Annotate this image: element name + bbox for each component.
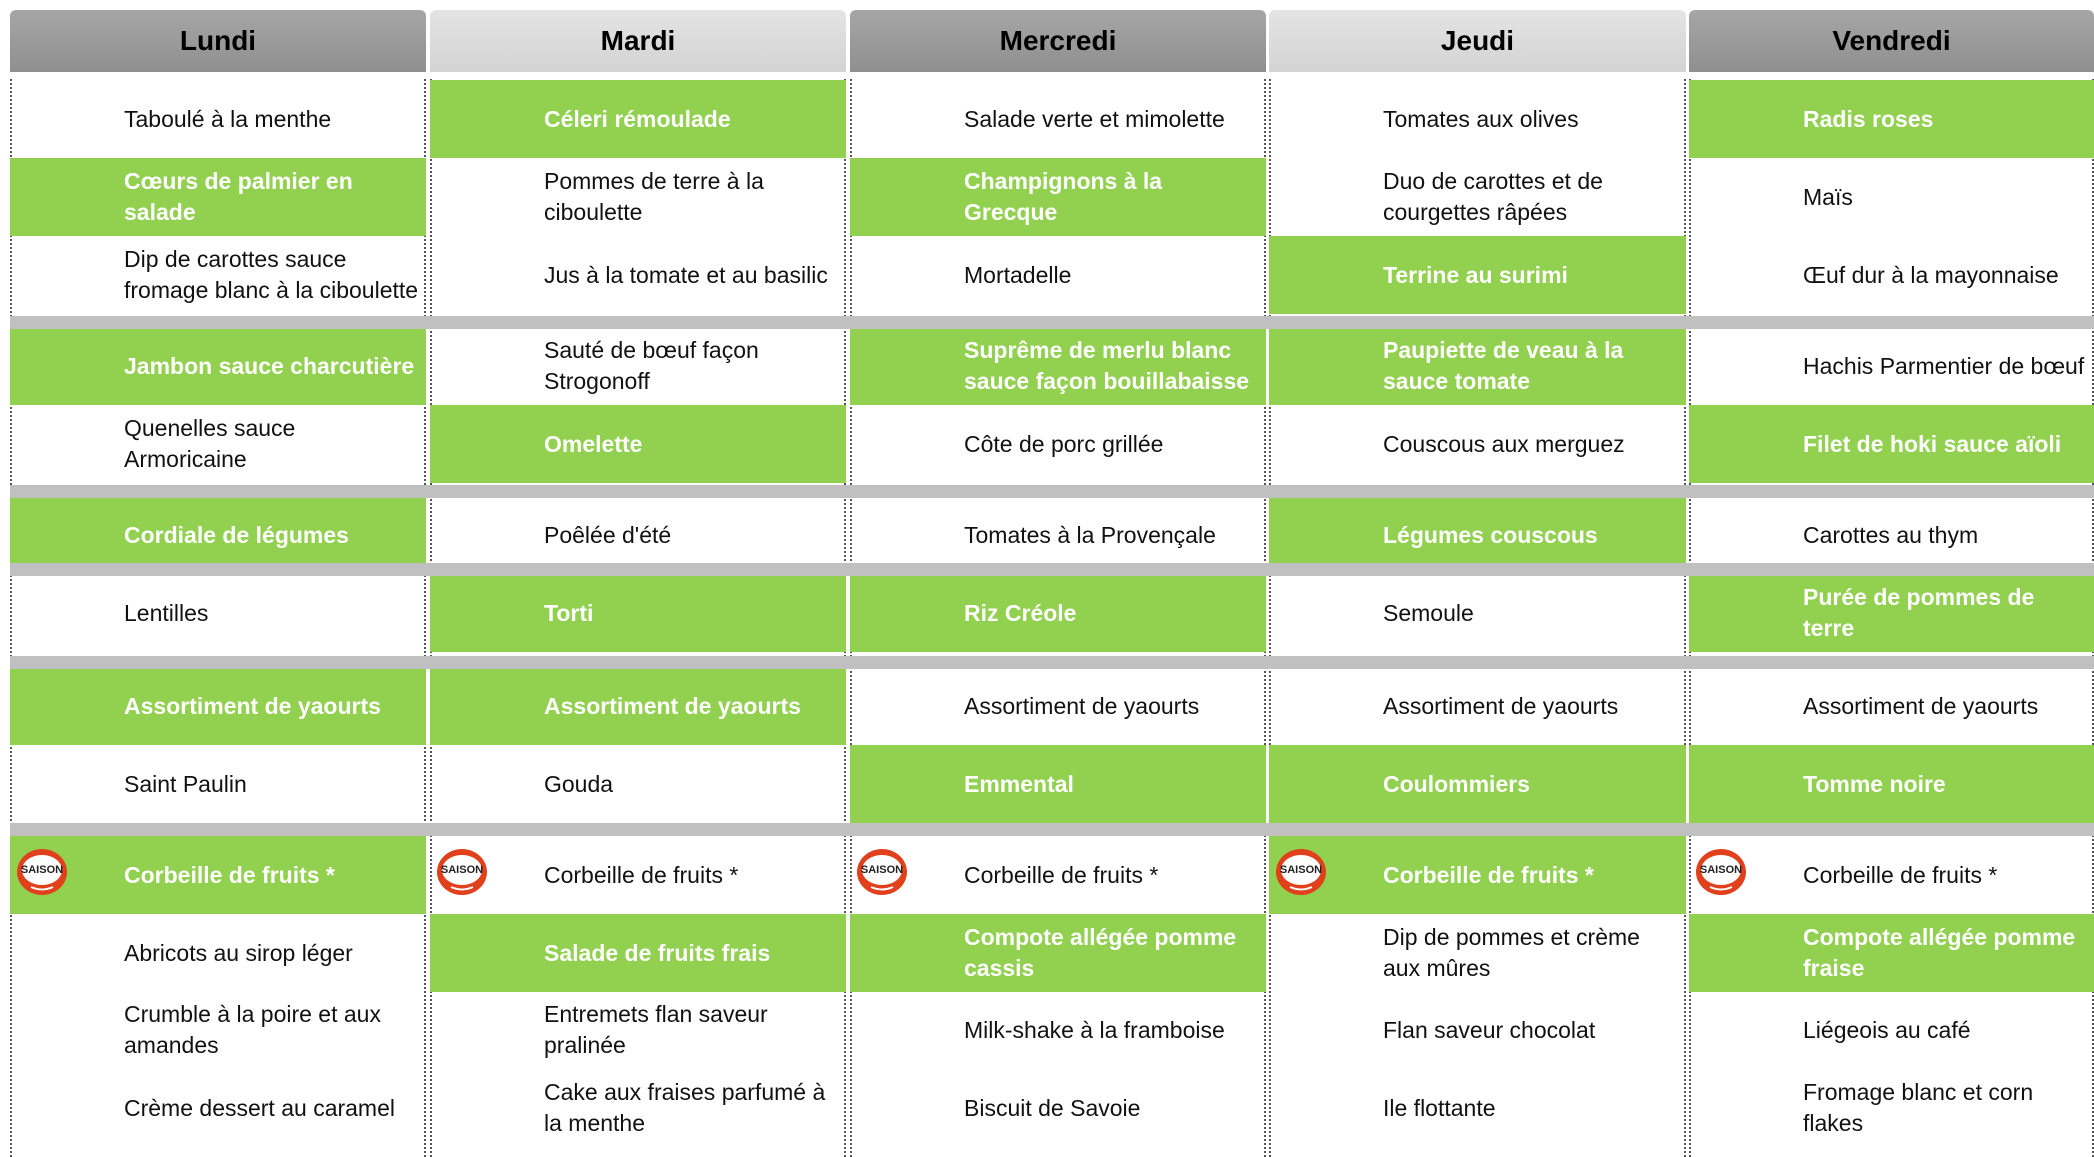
menu-item-label: Emmental bbox=[964, 770, 1074, 797]
menu-item-label: Jambon sauce charcutière bbox=[124, 352, 415, 379]
menu-item-label: Torti bbox=[544, 599, 594, 626]
menu-item-label: Terrine au surimi bbox=[1383, 261, 1568, 288]
menu-item-label: Coulommiers bbox=[1383, 770, 1530, 797]
menu-item bbox=[1269, 1069, 1686, 1147]
menu-item-label: Corbeille de fruits * bbox=[1803, 861, 1998, 888]
menu-item bbox=[850, 836, 1266, 914]
menu-item bbox=[430, 667, 846, 745]
menu-item bbox=[10, 405, 426, 483]
menu-item-label: Tomates aux olives bbox=[1383, 105, 1579, 132]
menu-item bbox=[430, 236, 846, 314]
menu-item-label: Céleri rémoulade bbox=[544, 105, 731, 132]
menu-item bbox=[1269, 405, 1686, 483]
menu-item-label: Corbeille de fruits * bbox=[124, 861, 335, 888]
menu-item-label: Entremets flan saveur pralinée bbox=[544, 1001, 768, 1058]
menu-item-label: Mortadelle bbox=[964, 261, 1072, 288]
menu-item bbox=[430, 80, 846, 158]
menu-item-label: Maïs bbox=[1803, 183, 1853, 210]
menu-item bbox=[1269, 836, 1686, 914]
section-separator bbox=[10, 485, 2094, 498]
day-header-4: Vendredi bbox=[1689, 10, 2094, 72]
menu-item bbox=[850, 574, 1266, 652]
menu-item-label: Duo de carottes et de courgettes râpées bbox=[1383, 168, 1603, 225]
day-header-0: Lundi bbox=[10, 10, 426, 72]
menu-item-label: Fromage blanc et corn flakes bbox=[1803, 1079, 2034, 1136]
menu-item-label: Salade verte et mimolette bbox=[964, 105, 1225, 132]
menu-item bbox=[1689, 327, 2094, 405]
menu-item-label: Ile flottante bbox=[1383, 1094, 1496, 1121]
menu-item-label: Cake aux fraises parfumé à la menthe bbox=[544, 1079, 826, 1136]
menu-item-label: Paupiette de veau à la sauce tomate bbox=[1383, 337, 1624, 394]
menu-item-label: Taboulé à la menthe bbox=[124, 105, 332, 132]
menu-item-label: Dip de pommes et crème aux mûres bbox=[1383, 924, 1640, 981]
saison-badge-label: SAISON bbox=[860, 864, 904, 876]
menu-item-label: Saint Paulin bbox=[124, 770, 247, 797]
menu-item bbox=[1689, 236, 2094, 314]
menu-item bbox=[1689, 80, 2094, 158]
menu-item-label: Compote allégée pomme fraise bbox=[1803, 924, 2076, 981]
menu-item bbox=[430, 836, 846, 914]
menu-item bbox=[850, 991, 1266, 1069]
day-header-2: Mercredi bbox=[850, 10, 1266, 72]
menu-item bbox=[1269, 991, 1686, 1069]
menu-item bbox=[430, 914, 846, 992]
menu-item bbox=[1689, 991, 2094, 1069]
menu-item bbox=[430, 1069, 846, 1147]
menu-item bbox=[1689, 158, 2094, 236]
menu-item bbox=[1269, 667, 1686, 745]
menu-item-label: Milk-shake à la framboise bbox=[964, 1016, 1225, 1043]
menu-item-label: Compote allégée pomme cassis bbox=[964, 924, 1237, 981]
menu-item bbox=[10, 158, 426, 236]
menu-item bbox=[1689, 574, 2094, 652]
menu-item bbox=[10, 236, 426, 314]
menu-item bbox=[10, 667, 426, 745]
menu-item-label: Cœurs de palmier en salade bbox=[124, 168, 353, 225]
saison-badge-icon bbox=[14, 846, 70, 898]
menu-item-label: Légumes couscous bbox=[1383, 521, 1598, 548]
menu-item bbox=[1269, 158, 1686, 236]
menu-item bbox=[10, 914, 426, 992]
menu-item bbox=[430, 158, 846, 236]
menu-item-label: Purée de pommes de terre bbox=[1803, 584, 2035, 641]
menu-item-label: Corbeille de fruits * bbox=[964, 861, 1159, 888]
menu-item bbox=[10, 991, 426, 1069]
menu-item bbox=[1269, 236, 1686, 314]
saison-badge-icon bbox=[434, 846, 490, 898]
menu-item bbox=[10, 1069, 426, 1147]
menu-item-label: Assortiment de yaourts bbox=[964, 692, 1200, 719]
section-separator bbox=[10, 316, 2094, 329]
menu-item-label: Quenelles sauce Armoricaine bbox=[124, 415, 296, 472]
menu-item-label: Carottes au thym bbox=[1803, 521, 1979, 548]
menu-item-label: Omelette bbox=[544, 430, 643, 457]
menu-item-label: Tomates à la Provençale bbox=[964, 521, 1216, 548]
menu-item-label: Radis roses bbox=[1803, 105, 1934, 132]
menu-item-label: Champignons à la Grecque bbox=[964, 168, 1163, 225]
menu-item-label: Lentilles bbox=[124, 599, 209, 626]
menu-item bbox=[850, 236, 1266, 314]
menu-item-label: Œuf dur à la mayonnaise bbox=[1803, 261, 2059, 288]
menu-item-label: Gouda bbox=[544, 770, 614, 797]
menu-item bbox=[430, 405, 846, 483]
menu-item-label: Salade de fruits frais bbox=[544, 939, 771, 966]
section-separator bbox=[10, 563, 2094, 576]
menu-item bbox=[10, 574, 426, 652]
menu-item bbox=[10, 836, 426, 914]
menu-item-label: Dip de carottes sauce fromage blanc à la ciboulette bbox=[124, 246, 419, 303]
saison-badge-label: SAISON bbox=[20, 864, 64, 876]
menu-item bbox=[10, 80, 426, 158]
menu-item-label: Riz Créole bbox=[964, 599, 1077, 626]
menu-item-label: Côte de porc grillée bbox=[964, 430, 1164, 457]
menu-item bbox=[430, 991, 846, 1069]
menu-item-label: Pommes de terre à la ciboulette bbox=[544, 168, 764, 225]
menu-item bbox=[1269, 745, 1686, 823]
saison-badge-label: SAISON bbox=[1699, 864, 1743, 876]
menu-item bbox=[1689, 667, 2094, 745]
section-separator bbox=[10, 656, 2094, 669]
menu-item bbox=[1689, 745, 2094, 823]
day-header-3: Jeudi bbox=[1269, 10, 1686, 72]
menu-item bbox=[1689, 405, 2094, 483]
menu-item bbox=[850, 745, 1266, 823]
menu-item-label: Corbeille de fruits * bbox=[1383, 861, 1594, 888]
menu-item bbox=[1269, 914, 1686, 992]
menu-item-label: Abricots au sirop léger bbox=[124, 939, 353, 966]
menu-item bbox=[850, 914, 1266, 992]
menu-item bbox=[1269, 327, 1686, 405]
saison-badge-icon bbox=[1273, 846, 1329, 898]
menu-item bbox=[850, 80, 1266, 158]
menu-item bbox=[430, 574, 846, 652]
menu-item-label: Sauté de bœuf façon Strogonoff bbox=[544, 337, 759, 394]
menu-item-label: Assortiment de yaourts bbox=[1803, 692, 2039, 719]
menu-item-label: Couscous aux merguez bbox=[1383, 430, 1625, 457]
menu-item bbox=[1689, 1069, 2094, 1147]
menu-item-label: Poêlée d'été bbox=[544, 521, 672, 548]
menu-item bbox=[1689, 914, 2094, 992]
section-separator bbox=[10, 823, 2094, 836]
menu-item-label: Filet de hoki sauce aïoli bbox=[1803, 430, 2062, 457]
menu-item-label: Jus à la tomate et au basilic bbox=[544, 261, 828, 288]
menu-item bbox=[430, 327, 846, 405]
menu-item-label: Cordiale de légumes bbox=[124, 521, 349, 548]
menu-item-label: Liégeois au café bbox=[1803, 1016, 1971, 1043]
menu-item bbox=[850, 1069, 1266, 1147]
menu-item-label: Biscuit de Savoie bbox=[964, 1094, 1141, 1121]
day-header-1: Mardi bbox=[430, 10, 846, 72]
menu-item-label: Semoule bbox=[1383, 599, 1474, 626]
menu-item-label: Assortiment de yaourts bbox=[1383, 692, 1619, 719]
menu-item bbox=[10, 745, 426, 823]
menu-item-label: Suprême de merlu blanc sauce façon bouillabaisse bbox=[964, 337, 1250, 394]
menu-item bbox=[850, 405, 1266, 483]
menu-item-label: Hachis Parmentier de bœuf bbox=[1803, 352, 2085, 379]
menu-item bbox=[1269, 80, 1686, 158]
menu-item-label: Assortiment de yaourts bbox=[544, 692, 801, 719]
menu-item bbox=[850, 158, 1266, 236]
saison-badge-label: SAISON bbox=[440, 864, 484, 876]
menu-item-label: Tomme noire bbox=[1803, 770, 1946, 797]
menu-item-label: Assortiment de yaourts bbox=[124, 692, 381, 719]
menu-item bbox=[850, 667, 1266, 745]
saison-badge-icon bbox=[854, 846, 910, 898]
menu-item-label: Corbeille de fruits * bbox=[544, 861, 739, 888]
menu-item bbox=[10, 327, 426, 405]
menu-item bbox=[430, 745, 846, 823]
menu-item-label: Crumble à la poire et aux amandes bbox=[124, 1001, 381, 1058]
menu-item-label: Flan saveur chocolat bbox=[1383, 1016, 1596, 1043]
menu-item bbox=[850, 327, 1266, 405]
menu-item-label: Crème dessert au caramel bbox=[124, 1094, 395, 1121]
menu-item bbox=[1689, 836, 2094, 914]
saison-badge-label: SAISON bbox=[1279, 864, 1323, 876]
menu-item bbox=[1269, 574, 1686, 652]
saison-badge-icon bbox=[1693, 846, 1749, 898]
